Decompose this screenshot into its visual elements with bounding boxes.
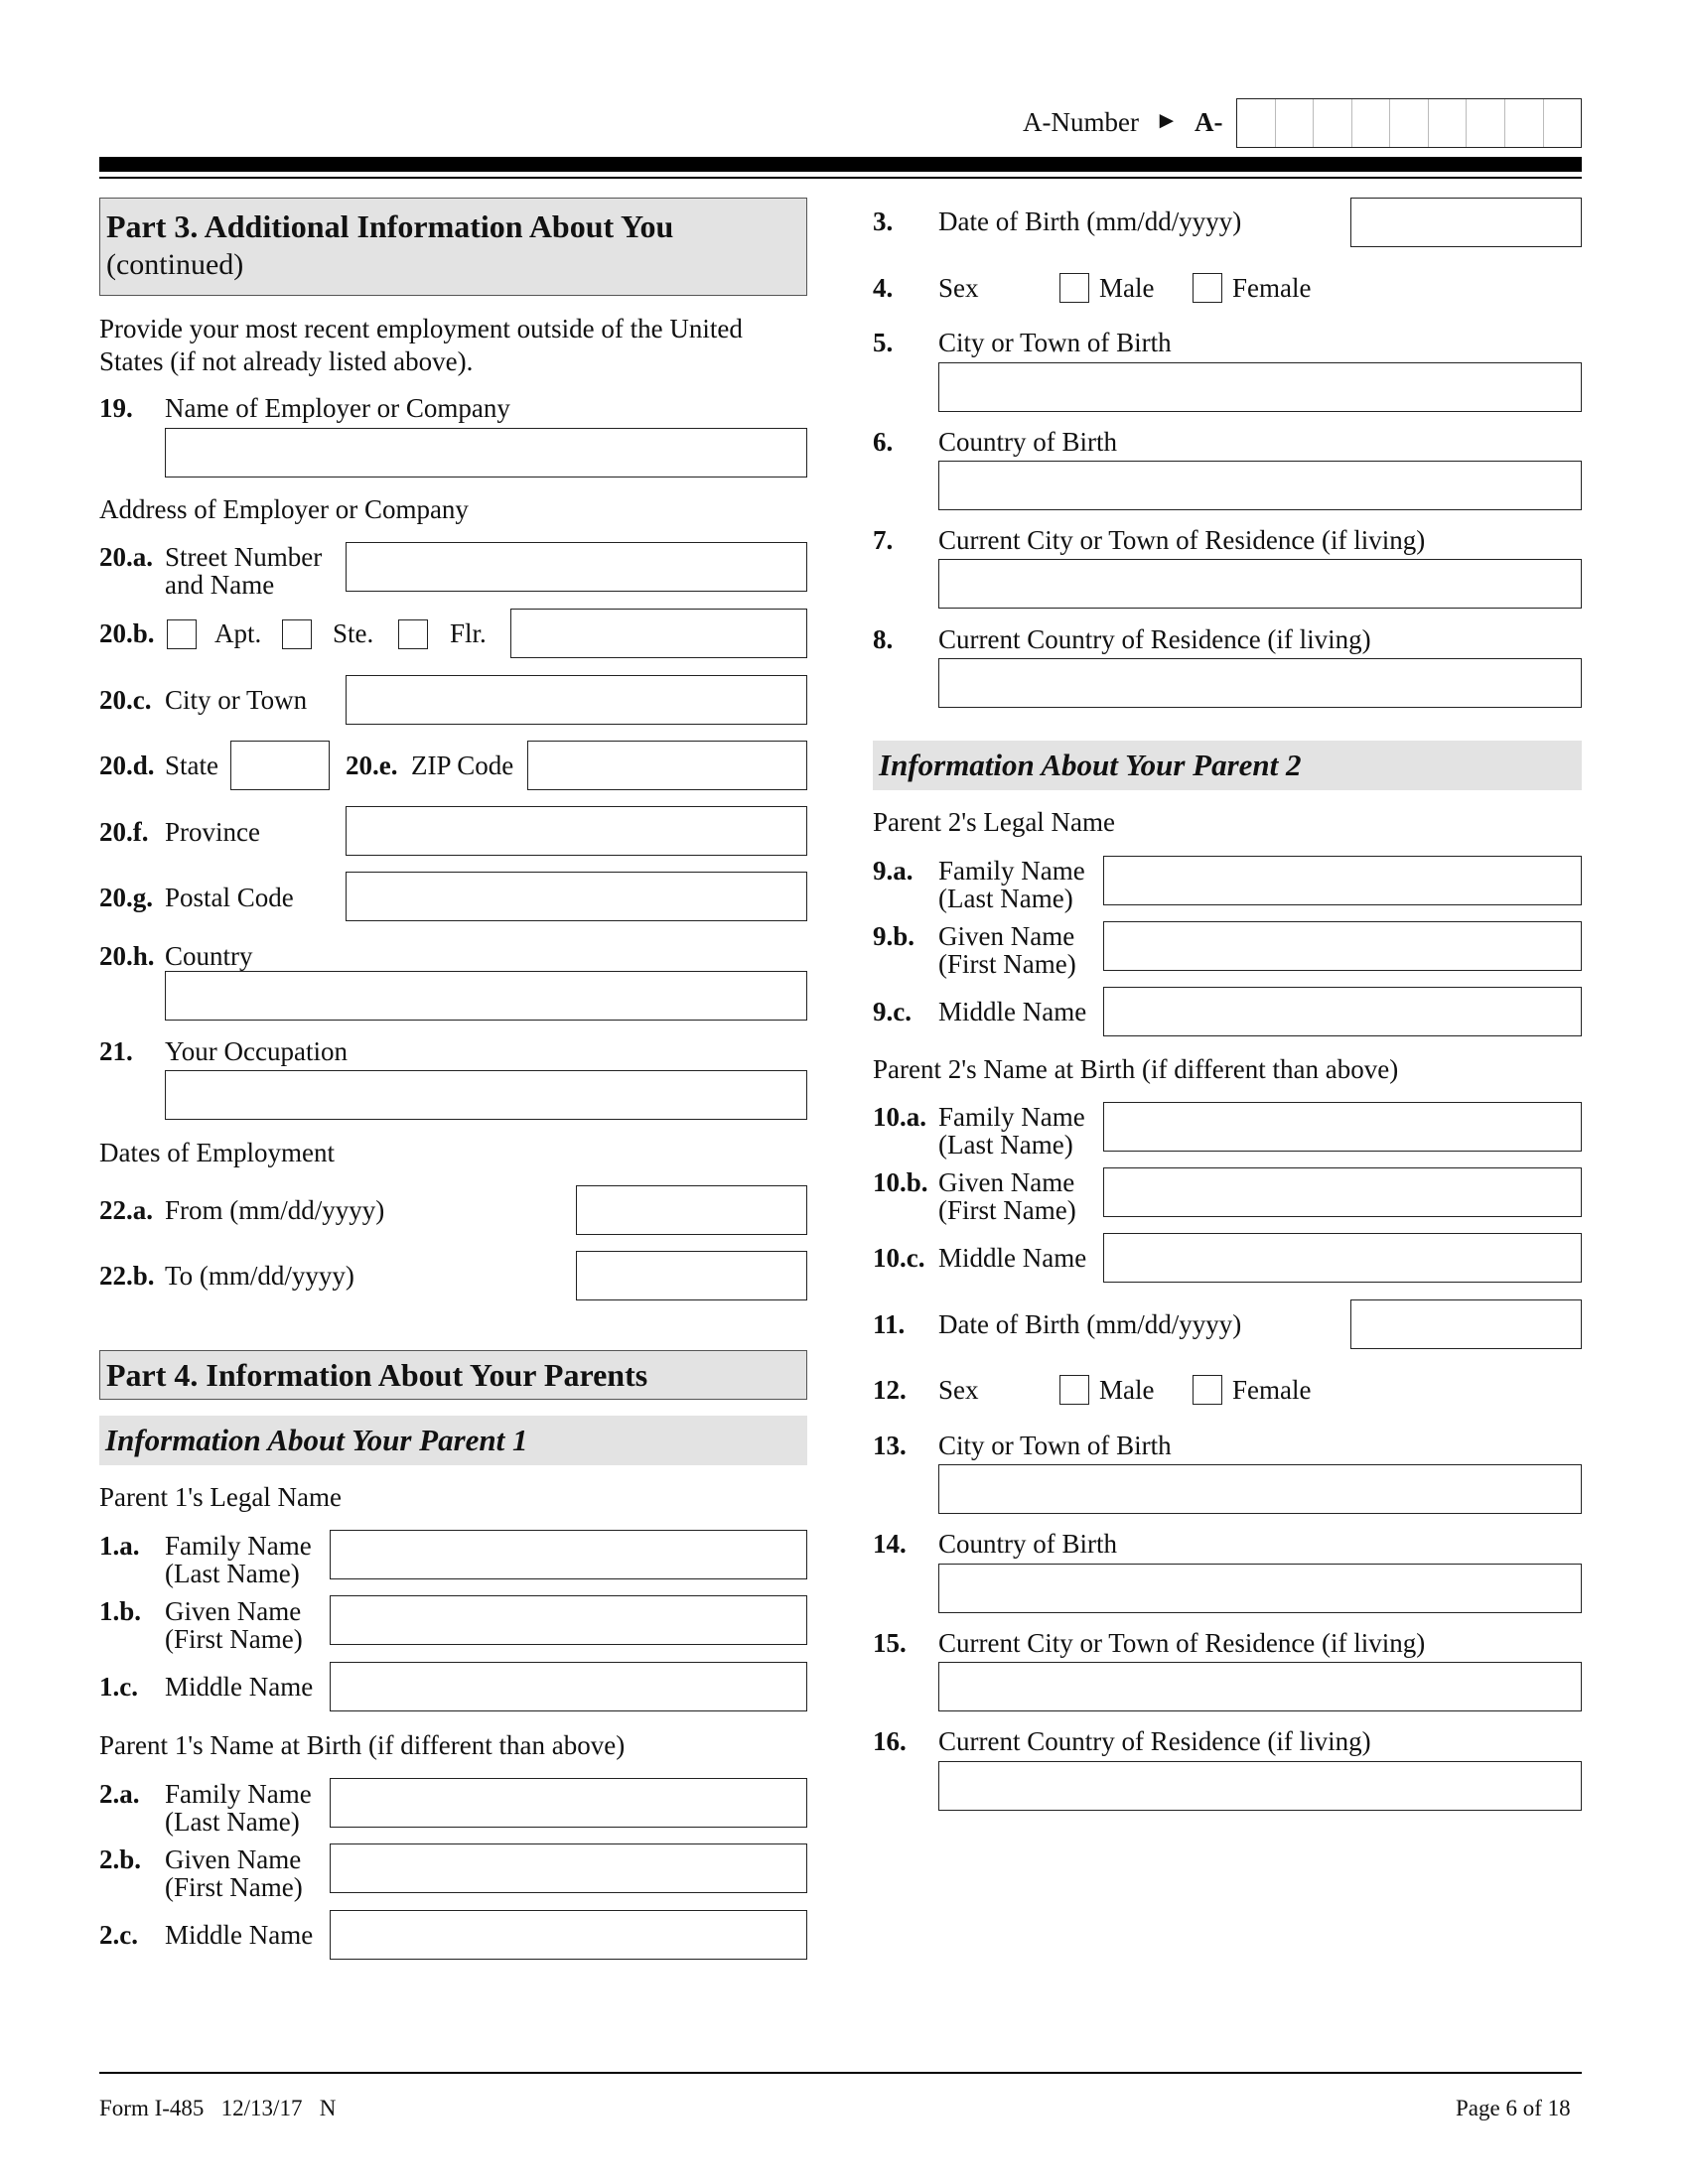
employment-from-field[interactable]: [576, 1185, 807, 1235]
q20a-number: 20.a.: [99, 542, 153, 572]
p1-given-name-field[interactable]: [330, 1595, 807, 1645]
q10b-label-line1: Given Name: [938, 1167, 1075, 1197]
p1-birth-name-label: Parent 1's Name at Birth (if different than above): [99, 1730, 626, 1760]
q13-label: City or Town of Birth: [938, 1431, 1172, 1460]
state-field[interactable]: [230, 741, 330, 790]
q20c-number: 20.c.: [99, 685, 152, 715]
q15-number: 15.: [873, 1628, 907, 1658]
q10c-number: 10.c.: [873, 1243, 925, 1273]
q22b-label: To (mm/dd/yyyy): [165, 1261, 354, 1291]
q9a-label-line2: (Last Name): [938, 884, 1073, 913]
form-id: Form I-485 12/13/17 N: [99, 2096, 337, 2120]
province-field[interactable]: [346, 806, 807, 856]
q20d-number: 20.d.: [99, 751, 155, 780]
p2-middle-name-field[interactable]: [1103, 987, 1582, 1036]
p1-birth-middle-name-field[interactable]: [330, 1910, 807, 1960]
q21-label: Your Occupation: [165, 1036, 348, 1066]
q22b-number: 22.b.: [99, 1261, 155, 1291]
q20b-number: 20.b.: [99, 618, 155, 648]
q9c-number: 9.c.: [873, 997, 912, 1026]
q10b-number: 10.b.: [873, 1167, 928, 1197]
a-number-digit-cell[interactable]: [1467, 99, 1505, 147]
q9a-number: 9.a.: [873, 856, 914, 886]
p1-residence-city-field[interactable]: [938, 559, 1582, 609]
q20g-label: Postal Code: [165, 883, 294, 912]
q20g-number: 20.g.: [99, 883, 153, 912]
q2b-label-line1: Given Name: [165, 1844, 302, 1874]
q8-label: Current Country of Residence (if living): [938, 624, 1371, 654]
p2-residence-country-field[interactable]: [938, 1761, 1582, 1811]
a-number-label: A-Number: [1023, 107, 1139, 137]
q20c-label: City or Town: [165, 685, 308, 715]
q1b-label-line1: Given Name: [165, 1596, 302, 1626]
p1-residence-country-field[interactable]: [938, 658, 1582, 708]
p2-birth-country-field[interactable]: [938, 1564, 1582, 1613]
street-field[interactable]: [346, 542, 807, 592]
p1-female-label: Female: [1232, 273, 1312, 303]
p1-male-checkbox[interactable]: [1059, 273, 1089, 303]
p1-birth-city-field[interactable]: [938, 362, 1582, 412]
q1c-label: Middle Name: [165, 1672, 314, 1702]
postal-code-field[interactable]: [346, 872, 807, 921]
parent2-title: Information About Your Parent 2: [879, 748, 1302, 782]
a-number-cells: [1237, 99, 1581, 147]
flr-checkbox[interactable]: [398, 619, 428, 649]
q20h-number: 20.h.: [99, 941, 155, 971]
q2c-number: 2.c.: [99, 1920, 138, 1950]
q2a-number: 2.a.: [99, 1779, 140, 1809]
q4-number: 4.: [873, 273, 894, 303]
p2-birth-given-name-field[interactable]: [1103, 1167, 1582, 1217]
part3-subtitle: (continued): [106, 248, 244, 281]
apt-label: Apt.: [214, 618, 262, 648]
q20f-label: Province: [165, 817, 260, 847]
page-number: Page 6 of 18: [1456, 2096, 1571, 2120]
q7-number: 7.: [873, 525, 894, 555]
p1-legal-name-label: Parent 1's Legal Name: [99, 1482, 343, 1512]
q10a-number: 10.a.: [873, 1102, 926, 1132]
part3-title: Part 3. Additional Information About You: [106, 208, 674, 244]
q4-label: Sex: [938, 273, 979, 303]
q1a-label-line2: (Last Name): [165, 1559, 300, 1588]
part3-header: [99, 198, 807, 296]
q21-number: 21.: [99, 1036, 133, 1066]
q2a-label-line2: (Last Name): [165, 1807, 300, 1837]
ste-label: Ste.: [333, 618, 374, 648]
part4-title: Part 4. Information About Your Parents: [106, 1357, 648, 1393]
part4-header: [99, 1350, 807, 1400]
employment-to-field[interactable]: [576, 1251, 807, 1300]
p2-birth-name-label: Parent 2's Name at Birth (if different than above): [873, 1054, 1399, 1084]
a-number-digit-cell[interactable]: [1390, 99, 1429, 147]
a-number-digit-cell[interactable]: [1505, 99, 1544, 147]
p1-family-name-field[interactable]: [330, 1530, 807, 1579]
q22a-label: From (mm/dd/yyyy): [165, 1195, 385, 1225]
unit-number-field[interactable]: [510, 609, 807, 658]
dates-employment-label: Dates of Employment: [99, 1138, 335, 1167]
q1a-label-line1: Family Name: [165, 1531, 312, 1561]
p2-female-checkbox[interactable]: [1193, 1375, 1222, 1405]
p1-middle-name-field[interactable]: [330, 1662, 807, 1711]
a-number-digit-cell[interactable]: [1429, 99, 1468, 147]
q8-number: 8.: [873, 624, 894, 654]
q20h-label: Country: [165, 941, 253, 971]
parent1-header: [99, 1416, 807, 1465]
apt-checkbox[interactable]: [167, 619, 197, 649]
q14-number: 14.: [873, 1529, 907, 1559]
header-rule: [99, 157, 1582, 172]
part3-intro-line2: States (if not already listed above).: [99, 346, 474, 376]
q1b-label-line2: (First Name): [165, 1624, 303, 1654]
q20e-number: 20.e.: [346, 751, 398, 780]
p1-birth-country-field[interactable]: [938, 461, 1582, 510]
p2-female-label: Female: [1232, 1375, 1312, 1405]
q14-label: Country of Birth: [938, 1529, 1117, 1559]
q7-label: Current City or Town of Residence (if living): [938, 525, 1426, 555]
q5-label: City or Town of Birth: [938, 328, 1172, 357]
q11-label: Date of Birth (mm/dd/yyyy): [938, 1309, 1242, 1339]
a-number-digit-cell[interactable]: [1276, 99, 1315, 147]
a-number-digit-cell[interactable]: [1314, 99, 1352, 147]
q9b-number: 9.b.: [873, 921, 915, 951]
ste-checkbox[interactable]: [282, 619, 312, 649]
q9b-label-line1: Given Name: [938, 921, 1075, 951]
q16-number: 16.: [873, 1726, 907, 1756]
q22a-number: 22.a.: [99, 1195, 153, 1225]
q2b-number: 2.b.: [99, 1844, 142, 1874]
p2-given-name-field[interactable]: [1103, 921, 1582, 971]
parent1-title: Information About Your Parent 1: [105, 1423, 528, 1457]
p2-male-label: Male: [1099, 1375, 1155, 1405]
p2-residence-city-field[interactable]: [938, 1662, 1582, 1711]
p2-birth-city-field[interactable]: [938, 1464, 1582, 1514]
q3-label: Date of Birth (mm/dd/yyyy): [938, 206, 1242, 236]
footer-rule: [99, 2072, 1582, 2074]
employer-name-field[interactable]: [165, 428, 807, 478]
q10b-label-line2: (First Name): [938, 1195, 1076, 1225]
zip-code-field[interactable]: [527, 741, 807, 790]
q13-number: 13.: [873, 1431, 907, 1460]
q6-number: 6.: [873, 427, 894, 457]
a-number-digit-cell[interactable]: [1237, 99, 1276, 147]
q6-label: Country of Birth: [938, 427, 1117, 457]
a-number-prefix: A-: [1195, 107, 1223, 137]
q16-label: Current Country of Residence (if living): [938, 1726, 1371, 1756]
occupation-field[interactable]: [165, 1070, 807, 1120]
q2b-label-line2: (First Name): [165, 1872, 303, 1902]
header-rule-thin: [99, 177, 1582, 179]
q20f-number: 20.f.: [99, 817, 149, 847]
q1c-number: 1.c.: [99, 1672, 138, 1702]
q1b-number: 1.b.: [99, 1596, 142, 1626]
q15-label: Current City or Town of Residence (if living): [938, 1628, 1426, 1658]
q19-number: 19.: [99, 393, 133, 423]
parent2-header: [873, 741, 1582, 790]
p1-female-checkbox[interactable]: [1193, 273, 1222, 303]
p2-legal-name-label: Parent 2's Legal Name: [873, 807, 1116, 837]
q11-number: 11.: [873, 1309, 906, 1339]
p2-birth-family-name-field[interactable]: [1103, 1102, 1582, 1152]
q10a-label-line2: (Last Name): [938, 1130, 1073, 1160]
p2-male-checkbox[interactable]: [1059, 1375, 1089, 1405]
p1-birth-given-name-field[interactable]: [330, 1843, 807, 1893]
q2c-label: Middle Name: [165, 1920, 314, 1950]
q10a-label-line1: Family Name: [938, 1102, 1085, 1132]
address-label: Address of Employer or Company: [99, 494, 469, 524]
part3-intro-line1: Provide your most recent employment outside of the United: [99, 314, 743, 343]
q9a-label-line1: Family Name: [938, 856, 1085, 886]
country-field[interactable]: [165, 971, 807, 1021]
q20a-label-line1: Street Number: [165, 542, 323, 572]
q3-number: 3.: [873, 206, 894, 236]
q20e-label: ZIP Code: [411, 751, 514, 780]
q5-number: 5.: [873, 328, 894, 357]
q20a-label-line2: and Name: [165, 570, 275, 600]
p1-male-label: Male: [1099, 273, 1155, 303]
flr-label: Flr.: [450, 618, 487, 648]
p2-family-name-field[interactable]: [1103, 856, 1582, 905]
q12-number: 12.: [873, 1375, 907, 1405]
p2-dob-field[interactable]: [1350, 1299, 1582, 1349]
q19-label: Name of Employer or Company: [165, 393, 510, 423]
q9b-label-line2: (First Name): [938, 949, 1076, 979]
q1a-number: 1.a.: [99, 1531, 140, 1561]
q20d-label: State: [165, 751, 218, 780]
q12-label: Sex: [938, 1375, 979, 1405]
q9c-label: Middle Name: [938, 997, 1087, 1026]
p1-dob-field[interactable]: [1350, 198, 1582, 247]
a-number-field[interactable]: [1236, 98, 1582, 148]
p2-birth-middle-name-field[interactable]: [1103, 1233, 1582, 1283]
city-field[interactable]: [346, 675, 807, 725]
p1-birth-family-name-field[interactable]: [330, 1778, 807, 1828]
arrow-right-icon: ►: [1155, 108, 1179, 134]
q10c-label: Middle Name: [938, 1243, 1087, 1273]
a-number-digit-cell[interactable]: [1352, 99, 1391, 147]
a-number-digit-cell[interactable]: [1544, 99, 1582, 147]
q2a-label-line1: Family Name: [165, 1779, 312, 1809]
